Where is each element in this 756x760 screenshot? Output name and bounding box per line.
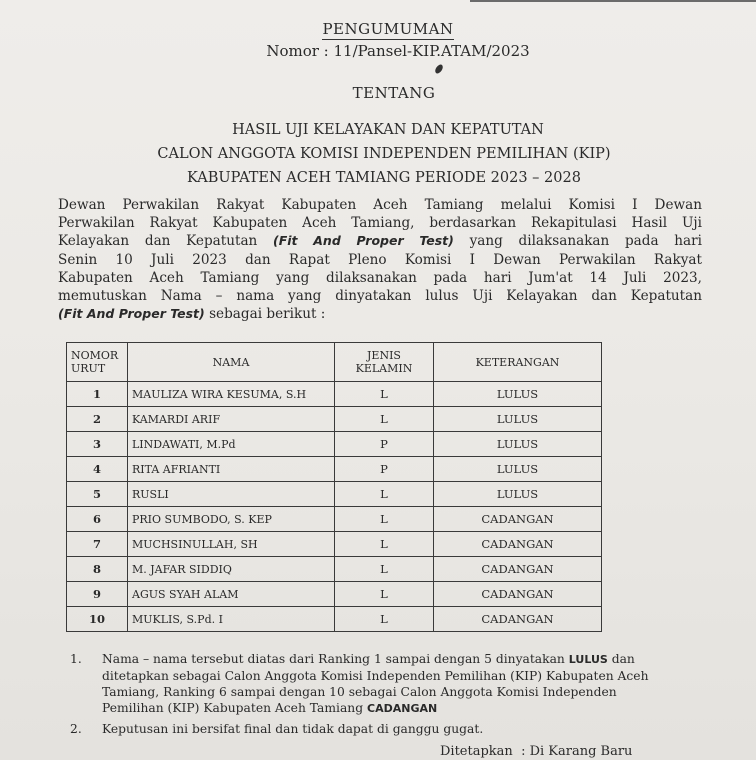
row-status: LULUS xyxy=(434,482,602,507)
document-number: Nomor : 11/Pansel-KIP.ATAM/2023 xyxy=(266,42,530,60)
body-line-6: memutuskan Nama – nama yang dinyatakan lulus Uji Kelayakan dan Kepatutan xyxy=(58,288,702,305)
row-name: RITA AFRIANTI xyxy=(128,457,335,482)
table-row xyxy=(67,457,602,482)
body-line-7: (Fit And Proper Test) sebagai berikut : xyxy=(58,306,326,323)
row-gender: P xyxy=(335,457,434,482)
results-table xyxy=(66,342,602,632)
row-name: M. JAFAR SIDDIQ xyxy=(128,557,335,582)
tentang-heading: TENTANG xyxy=(352,84,436,102)
fit-proper-test-emphasis: (Fit And Proper Test) xyxy=(273,233,454,249)
row-status: CADANGAN xyxy=(434,607,602,632)
table-row xyxy=(67,582,602,607)
row-name: KAMARDI ARIF xyxy=(128,407,335,432)
fit-proper-test-emphasis: (Fit And Proper Test) xyxy=(58,306,205,322)
row-name: PRIO SUMBODO, S. KEP xyxy=(128,507,335,532)
row-name: AGUS SYAH ALAM xyxy=(128,582,335,607)
table-body xyxy=(67,382,602,632)
table-header-row xyxy=(67,343,602,382)
row-name: MAULIZA WIRA KESUMA, S.H xyxy=(128,382,335,407)
note-item-2: 2. Keputusan ini bersifat final dan tidak dapat di ganggu gugat. xyxy=(70,722,484,736)
row-name: LINDAWATI, M.Pd xyxy=(128,432,335,457)
row-number: 10 xyxy=(67,607,128,632)
row-number: 4 xyxy=(67,457,128,482)
row-number: 8 xyxy=(67,557,128,582)
body-line-3: Kelayakan dan Kepatutan (Fit And Proper Test) yang dilaksanakan pada hari xyxy=(58,233,702,250)
row-status: LULUS xyxy=(434,407,602,432)
cadangan-emphasis: CADANGAN xyxy=(367,702,438,715)
document-title: PENGUMUMAN xyxy=(322,20,454,38)
row-name: MUCHSINULLAH, SH xyxy=(128,532,335,557)
row-status: CADANGAN xyxy=(434,532,602,557)
body-line-2: Perwakilan Rakyat Kabupaten Aceh Tamiang, berdasarkan Rekapitulasi Hasil Uji xyxy=(58,215,702,232)
table-row xyxy=(67,482,602,507)
row-number: 9 xyxy=(67,582,128,607)
row-name: RUSLI xyxy=(128,482,335,507)
row-status: LULUS xyxy=(434,457,602,482)
row-number: 3 xyxy=(67,432,128,457)
body-paragraph xyxy=(58,196,702,323)
header-jenis-kelamin: JENIS KELAMIN xyxy=(335,343,434,382)
row-status: CADANGAN xyxy=(434,507,602,532)
table-row xyxy=(67,407,602,432)
lulus-emphasis: LULUS xyxy=(568,653,608,666)
row-gender: L xyxy=(335,407,434,432)
row-gender: L xyxy=(335,482,434,507)
table-row xyxy=(67,507,602,532)
subject-line-3: KABUPATEN ACEH TAMIANG PERIODE 2023 – 2028 xyxy=(187,170,581,186)
header-keterangan: KETERANGAN xyxy=(434,343,602,382)
table-row xyxy=(67,532,602,557)
row-status: CADANGAN xyxy=(434,582,602,607)
row-number: 5 xyxy=(67,482,128,507)
row-status: LULUS xyxy=(434,382,602,407)
row-name: MUKLIS, S.Pd. I xyxy=(128,607,335,632)
row-gender: L xyxy=(335,507,434,532)
row-number: 2 xyxy=(67,407,128,432)
note-item-1: 1. Nama – nama tersebut diatas dari Ranking 1 sampai dengan 5 dinyatakan LULUS dan ditetapkan sebagai Calon Anggota Komisi Independen Pemilihan (KIP) Kabupaten Aceh Tamiang, Ranking 6 sampai dengan 10 sebagai Calon Anggota Komisi Independen Pemilihan (KIP) Kabupaten Aceh Tamiang CADANGAN xyxy=(70,652,649,715)
row-number: 6 xyxy=(67,507,128,532)
row-gender: P xyxy=(335,432,434,457)
subject-line-1: HASIL UJI KELAYAKAN DAN KEPATUTAN xyxy=(232,122,544,138)
header-nama: NAMA xyxy=(128,343,335,382)
table-row xyxy=(67,382,602,407)
body-line-4: Senin 10 Juli 2023 dan Rapat Pleno Komisi I Dewan Perwakilan Rakyat xyxy=(58,251,702,268)
row-number: 7 xyxy=(67,532,128,557)
table-row xyxy=(67,432,602,457)
row-gender: L xyxy=(335,607,434,632)
subject-line-2: CALON ANGGOTA KOMISI INDEPENDEN PEMILIHAN (KIP) xyxy=(157,146,611,162)
row-gender: L xyxy=(335,382,434,407)
table-row xyxy=(67,607,602,632)
ink-speck xyxy=(434,63,445,75)
body-line-1: Dewan Perwakilan Rakyat Kabupaten Aceh Tamiang melalui Komisi I Dewan xyxy=(58,197,702,213)
row-status: CADANGAN xyxy=(434,557,602,582)
ditetapkan-line: Ditetapkan : Di Karang Baru xyxy=(440,744,633,759)
notes-list xyxy=(70,651,670,737)
header-nomor-urut: NOMOR URUT xyxy=(67,343,128,382)
row-status: LULUS xyxy=(434,432,602,457)
body-line-5: Kabupaten Aceh Tamiang yang dilaksanakan pada hari Jum'at 14 Juli 2023, xyxy=(58,269,702,286)
row-gender: L xyxy=(335,582,434,607)
top-border-line xyxy=(470,0,756,2)
row-number: 1 xyxy=(67,382,128,407)
table-row xyxy=(67,557,602,582)
row-gender: L xyxy=(335,557,434,582)
row-gender: L xyxy=(335,532,434,557)
